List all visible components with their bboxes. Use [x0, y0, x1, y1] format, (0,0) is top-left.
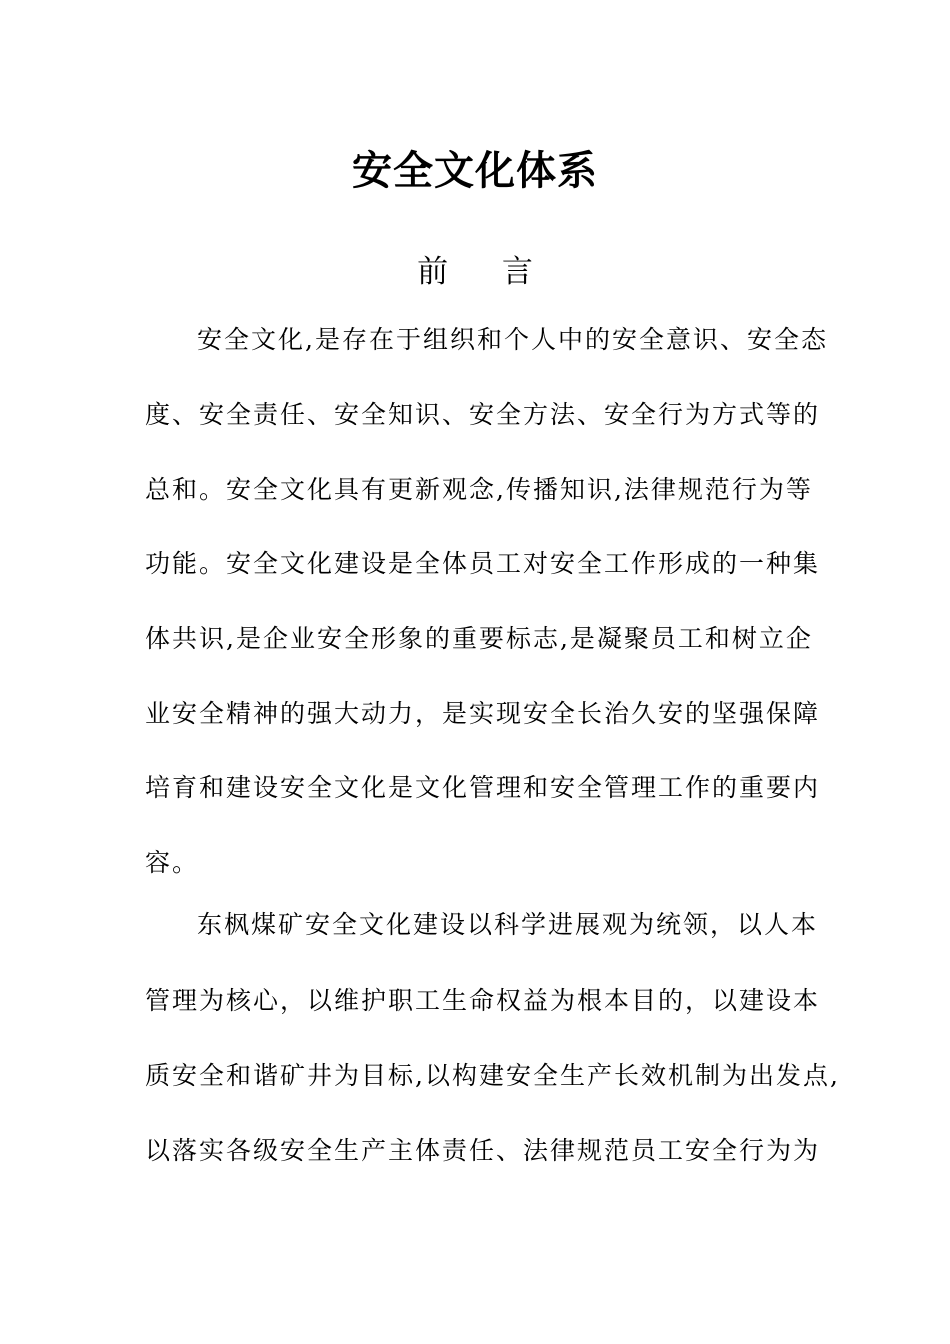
paragraph-2-line: 以落实各级安全生产主体责任、法律规范员工安全行为为 [145, 1136, 821, 1165]
paragraph-1-line: 体共识,是企业安全形象的重要标志,是凝聚员工和树立企 [145, 624, 813, 653]
paragraph-2-line: 东枫煤矿安全文化建设以科学进展观为统领，以人本 [197, 910, 819, 939]
paragraph-1-line: 总和。安全文化具有更新观念,传播知识,法律规范行为等 [145, 475, 813, 504]
section-heading-preface: 前 言 [417, 254, 555, 290]
paragraph-1-line: 度、安全责任、安全知识、安全方法、安全行为方式等的 [145, 400, 821, 429]
document-title: 安全文化体系 [352, 148, 598, 194]
paragraph-2-line: 质安全和谐矿井为目标,以构建安全生产长效机制为出发点, [145, 1061, 840, 1090]
paragraph-1-line: 容。 [145, 848, 200, 877]
paragraph-1-line: 功能。安全文化建设是全体员工对安全工作形成的一种集 [145, 549, 821, 578]
paragraph-1-line: 安全文化,是存在于组织和个人中的安全意识、安全态 [197, 325, 828, 354]
paragraph-2-line: 管理为核心，以维护职工生命权益为根本目的，以建设本 [145, 986, 821, 1015]
paragraph-1-line: 培育和建设安全文化是文化管理和安全管理工作的重要内 [145, 773, 821, 802]
paragraph-1-line: 业安全精神的强大动力，是实现安全长治久安的坚强保障 [145, 699, 821, 728]
